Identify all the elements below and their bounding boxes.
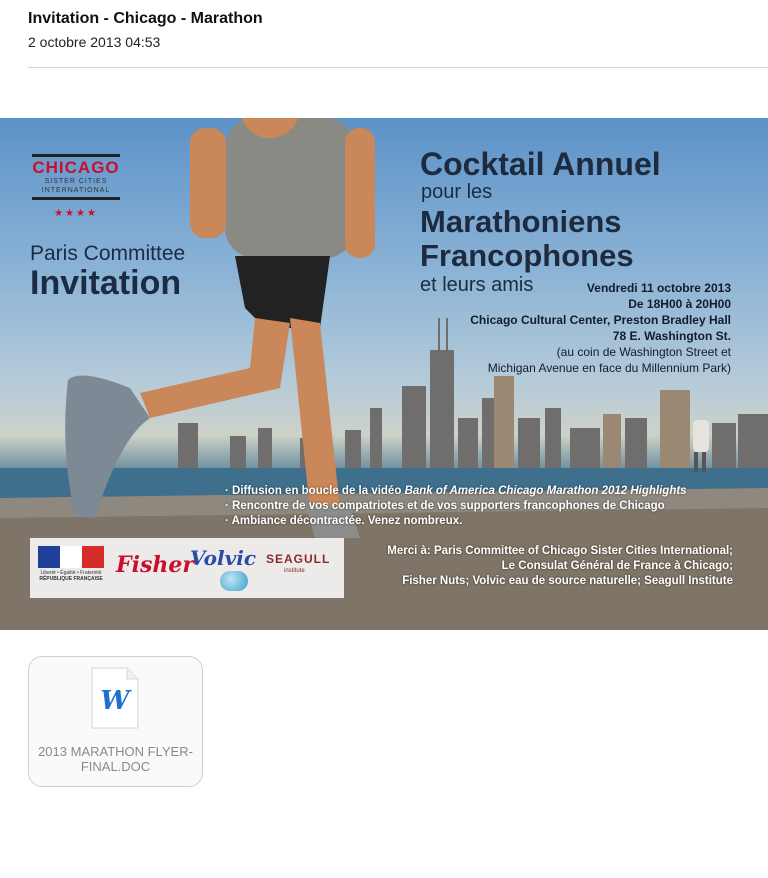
event-note2: Michigan Avenue en face du Millennium Park)	[487, 361, 731, 375]
fisher-logo: Fisher	[116, 552, 194, 578]
email-date: 2 octobre 2013 04:53	[28, 34, 161, 50]
event-venue: Chicago Cultural Center, Preston Bradley Hall	[470, 313, 731, 327]
logo-sub1: SISTER CITIES	[44, 178, 108, 185]
bullet-2: · Rencontre de vos compatriotes et de vos supporters francophones de Chicago	[225, 500, 665, 512]
logo-sub2: INTERNATIONAL	[41, 187, 111, 194]
event-address: 78 E. Washington St.	[612, 329, 731, 343]
email-subject: Invitation - Chicago - Marathon	[28, 10, 263, 27]
flyer-image[interactable]	[0, 118, 768, 630]
bullet-list	[225, 484, 687, 529]
thanks-line3: Fisher Nuts; Volvic eau de source naturelle; Seagull Institute	[402, 575, 733, 587]
word-icon-letter: W	[100, 686, 130, 716]
title-leurs-amis: et leurs amis	[420, 274, 534, 296]
logo-stars: ★★★★	[54, 208, 98, 219]
volvic-drop-icon	[220, 571, 248, 591]
logo-name: CHICAGO	[32, 158, 120, 177]
sponsor-logos	[30, 538, 344, 598]
seagull-sub: institute	[284, 568, 305, 574]
event-date: Vendredi 11 octobre 2013	[586, 281, 731, 295]
bullet-3: · Ambiance décontractée. Venez nombreux.	[225, 515, 463, 527]
chicago-sister-cities-logo	[32, 152, 120, 219]
volvic-logo: Volvic	[190, 546, 257, 570]
title-francophones: Francophones	[420, 238, 634, 273]
invitation-heading: Invitation	[30, 264, 182, 302]
thanks-line2: Le Consulat Général de France à Chicago;	[501, 560, 733, 572]
committee-text: Paris Committee	[30, 242, 186, 265]
event-details	[470, 280, 731, 376]
title-cocktail: Cocktail Annuel	[420, 146, 661, 182]
event-note1: (au coin de Washington Street et	[556, 345, 731, 359]
attachment-filename: 2013 MARATHON FLYER- FINAL.DOC	[38, 744, 193, 774]
republique-francaise-logo: Liberté • Égalité • Fraternité RÉPUBLIQUE FRANÇAISE	[38, 546, 104, 582]
word-document-icon	[91, 667, 139, 729]
event-time: De 18H00 à 20H00	[628, 297, 731, 311]
title-pour-les: pour les	[421, 181, 493, 203]
bullet-1: · Diffusion en boucle de la vidéo Bank of America Chicago Marathon 2012 Highlights	[225, 485, 687, 497]
header-divider	[28, 67, 768, 68]
thanks-text	[387, 544, 733, 589]
title-marathoniens: Marathoniens	[420, 204, 622, 239]
attachment-tile[interactable]	[28, 656, 203, 787]
thanks-line1: Merci à: Paris Committee of Chicago Sister Cities International;	[387, 545, 733, 557]
seagull-logo: SEAGULL	[266, 552, 331, 566]
